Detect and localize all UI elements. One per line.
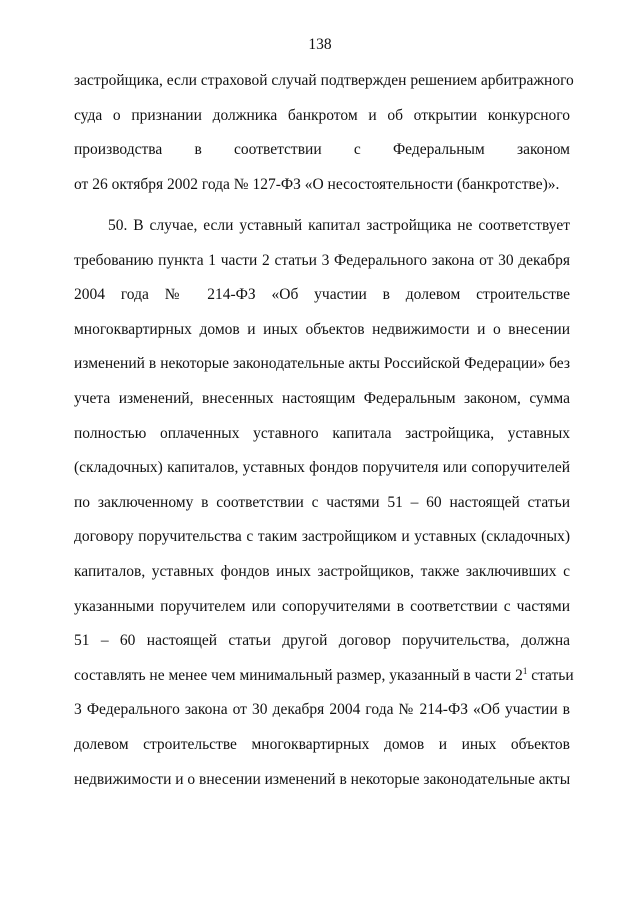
text-line: застройщика, если страховой случай подтвержден решением арбитражного	[74, 72, 574, 89]
text-line: многоквартирных домов и иных объектов недвижимости и о внесении	[74, 320, 570, 338]
text-line: 2004 года № 214-ФЗ «Об участии в долевом строительстве	[74, 286, 570, 304]
text-line: учета изменений, внесенных настоящим Федеральным законом, сумма	[74, 389, 570, 407]
text-line: 50. В случае, если уставный капитал застройщика не соответствует	[108, 217, 570, 234]
text-line: производства в соответствии с Федеральным законом	[74, 141, 570, 159]
text-line: 51 – 60 настоящей статьи другой договор поручительства, должна	[74, 632, 570, 650]
text-line: требованию пункта 1 части 2 статьи 3 Федерального закона от 30 декабря	[74, 251, 570, 269]
text-line: долевом строительстве многоквартирных домов и иных объектов	[74, 735, 570, 753]
text-line: капиталов, уставных фондов иных застройщиков, также заключивших с	[74, 562, 570, 580]
paragraph-50	[74, 209, 574, 797]
text-line: договору поручительства с таким застройщиком и уставных (складочных)	[74, 528, 570, 546]
text-segment: составлять не менее чем минимальный размер, указанный в части 2	[74, 666, 523, 684]
text-segment: статьи	[527, 666, 574, 684]
paragraph-continued	[74, 64, 574, 202]
text-line-with-superscript	[74, 659, 574, 694]
text-line: суда о признании должника банкротом и об открытии конкурсного	[74, 106, 570, 124]
text-line: указанными поручителем или сопоручителями в соответствии с частями	[74, 597, 570, 615]
text-line: 3 Федерального закона от 30 декабря 2004 года № 214-ФЗ «Об участии в	[74, 701, 570, 719]
text-line: изменений в некоторые законодательные акты Российской Федерации» без	[74, 355, 570, 373]
text-line: полностью оплаченных уставного капитала застройщика, уставных	[74, 424, 570, 442]
text-line: недвижимости и о внесении изменений в некоторые законодательные акты	[74, 770, 571, 788]
text-line: (складочных) капиталов, уставных фондов поручителя или сопоручителей	[74, 459, 570, 477]
text-line: по заключенному в соответствии с частями 51 – 60 настоящей статьи	[74, 493, 570, 511]
text-line: от 26 октября 2002 года № 127-ФЗ «О несостоятельности (банкротстве)».	[74, 175, 560, 193]
superscript: 1	[522, 665, 528, 676]
page-number: 138	[308, 36, 332, 53]
